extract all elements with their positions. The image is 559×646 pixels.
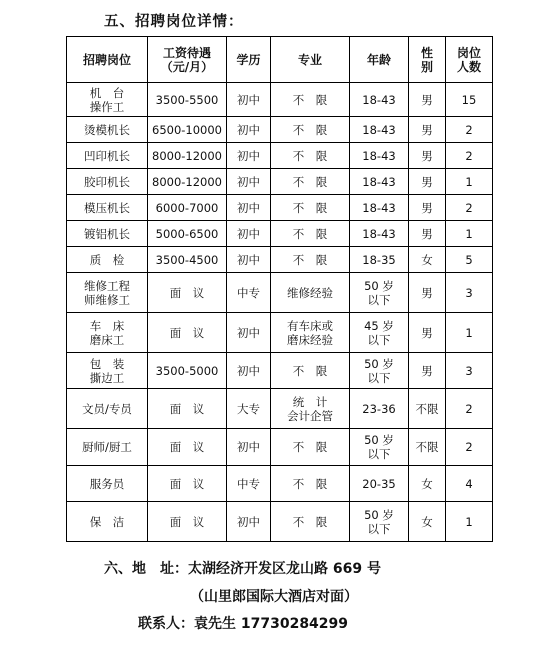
cell-education <box>227 169 271 195</box>
cell-education <box>227 273 271 313</box>
cell-age <box>350 143 409 169</box>
cell-age <box>350 429 409 466</box>
cell-age <box>350 502 409 542</box>
address-note: （山里郎国际大酒店对面） <box>190 589 358 605</box>
cell-count <box>446 466 493 502</box>
cell-count <box>446 169 493 195</box>
cell-count-text: 1 <box>465 174 473 189</box>
cell-education <box>227 143 271 169</box>
cell-position <box>67 273 148 313</box>
cell-count-text: 2 <box>465 122 473 137</box>
cell-gender <box>409 466 446 502</box>
cell-gender <box>409 273 446 313</box>
recruitment-table <box>66 36 493 542</box>
cell-education-text: 中专 <box>237 476 260 491</box>
cell-major <box>271 353 350 389</box>
cell-major <box>271 221 350 247</box>
cell-gender <box>409 117 446 143</box>
cell-position-text: 保 洁 <box>89 514 125 529</box>
cell-salary-text: 6000-7000 <box>155 200 219 215</box>
cell-count-text: 2 <box>465 148 473 163</box>
cell-gender <box>409 389 446 429</box>
cell-salary-text: 3500-5500 <box>155 92 219 107</box>
cell-major-text: 不 限 <box>292 174 328 189</box>
cell-count-text: 3 <box>465 285 473 300</box>
cell-salary-text: 面 议 <box>169 401 205 416</box>
table-row <box>67 389 493 429</box>
cell-age-text: 50 岁 以下 <box>364 356 394 385</box>
cell-gender <box>409 195 446 221</box>
table-row <box>67 221 493 247</box>
cell-position-text: 胶印机长 <box>84 174 130 189</box>
cell-position <box>67 313 148 353</box>
cell-gender <box>409 221 446 247</box>
cell-position <box>67 389 148 429</box>
cell-gender-text: 男 <box>421 285 433 300</box>
cell-age-text: 18-43 <box>362 226 396 241</box>
cell-age-text: 18-43 <box>362 92 396 107</box>
cell-position <box>67 117 148 143</box>
cell-position-text: 凹印机长 <box>84 148 130 163</box>
cell-education-text: 初中 <box>237 440 260 454</box>
cell-gender <box>409 353 446 389</box>
cell-salary-text: 8000-12000 <box>152 174 222 189</box>
cell-age-text: 18-35 <box>362 252 396 267</box>
cell-salary-text: 面 议 <box>169 514 205 529</box>
cell-salary <box>148 502 227 542</box>
cell-age <box>350 169 409 195</box>
cell-count <box>446 117 493 143</box>
cell-major-text: 不 限 <box>292 252 328 267</box>
cell-age <box>350 389 409 429</box>
cell-age-text: 23-36 <box>362 401 396 416</box>
cell-salary-text: 6500-10000 <box>152 122 222 137</box>
table-row <box>67 83 493 117</box>
cell-education <box>227 466 271 502</box>
header-education-label: 学历 <box>236 52 261 67</box>
cell-education-text: 中专 <box>237 285 260 300</box>
cell-major <box>271 117 350 143</box>
cell-gender <box>409 429 446 466</box>
cell-salary-text: 3500-4500 <box>155 252 219 267</box>
table-row <box>67 195 493 221</box>
cell-count-text: 1 <box>465 226 473 241</box>
cell-education-text: 初中 <box>237 226 260 241</box>
header-age-label: 年龄 <box>366 52 391 67</box>
cell-major <box>271 143 350 169</box>
header-salary-label: 工资待遇 （元/月） <box>160 45 214 74</box>
address-line: 六、地 址：太湖经济开发区龙山路 669 号 <box>104 561 381 577</box>
cell-education-text: 初中 <box>237 363 260 378</box>
cell-major-text: 不 限 <box>292 440 328 454</box>
cell-major-text: 不 限 <box>292 226 328 241</box>
cell-major <box>271 83 350 117</box>
cell-salary <box>148 429 227 466</box>
cell-major-text: 维修经验 <box>287 285 333 300</box>
cell-age-text: 18-43 <box>362 200 396 215</box>
cell-major-text: 统 计 会计企管 <box>287 394 333 423</box>
cell-major <box>271 169 350 195</box>
cell-age <box>350 247 409 273</box>
header-salary <box>148 37 227 83</box>
cell-age-text: 18-43 <box>362 122 396 137</box>
cell-salary-text: 面 议 <box>169 476 205 491</box>
cell-count <box>446 353 493 389</box>
cell-count-text: 1 <box>465 514 473 529</box>
cell-education <box>227 221 271 247</box>
cell-salary <box>148 247 227 273</box>
cell-education <box>227 195 271 221</box>
cell-count-text: 2 <box>465 200 473 215</box>
cell-age-text: 50 岁 以下 <box>364 507 394 536</box>
table-row <box>67 313 493 353</box>
cell-count-text: 2 <box>465 440 473 454</box>
cell-age <box>350 195 409 221</box>
cell-major <box>271 195 350 221</box>
cell-count <box>446 83 493 117</box>
cell-salary-text: 面 议 <box>169 285 205 300</box>
table-header-row <box>67 37 493 83</box>
cell-education-text: 大专 <box>237 401 260 416</box>
header-major <box>271 37 350 83</box>
cell-education-text: 初中 <box>237 252 260 267</box>
cell-salary <box>148 389 227 429</box>
cell-position-text: 文员/专员 <box>82 401 132 416</box>
cell-position-text: 包 装 撕边工 <box>89 356 125 385</box>
cell-education <box>227 117 271 143</box>
header-gender <box>409 37 446 83</box>
cell-education <box>227 502 271 542</box>
cell-salary-text: 3500-5000 <box>155 363 219 378</box>
cell-gender-text: 男 <box>421 148 433 163</box>
cell-major-text: 不 限 <box>292 200 328 215</box>
cell-education-text: 初中 <box>237 514 260 529</box>
header-count-label: 岗位 人数 <box>456 45 481 74</box>
header-count <box>446 37 493 83</box>
cell-gender-text: 女 <box>421 476 433 491</box>
cell-position <box>67 353 148 389</box>
cell-education-text: 初中 <box>237 122 260 137</box>
cell-education-text: 初中 <box>237 200 260 215</box>
cell-count <box>446 313 493 353</box>
cell-major-text: 有车床或 磨床经验 <box>287 318 333 347</box>
cell-count <box>446 389 493 429</box>
contact-line: 联系人：袁先生 17730284299 <box>138 616 349 632</box>
cell-position-text: 烫模机长 <box>84 122 130 137</box>
cell-salary <box>148 221 227 247</box>
cell-position-text: 维修工程 师维修工 <box>84 278 130 307</box>
cell-major <box>271 466 350 502</box>
cell-salary-text: 5000-6500 <box>155 226 219 241</box>
cell-gender <box>409 83 446 117</box>
cell-major-text: 不 限 <box>292 476 328 491</box>
table-row <box>67 273 493 313</box>
cell-count-text: 2 <box>465 401 473 416</box>
cell-education <box>227 389 271 429</box>
cell-salary <box>148 353 227 389</box>
cell-gender-text: 女 <box>421 252 433 267</box>
cell-position-text: 厨师/厨工 <box>82 440 132 454</box>
cell-major <box>271 273 350 313</box>
cell-salary-text: 8000-12000 <box>152 148 222 163</box>
table-row <box>67 169 493 195</box>
cell-salary-text: 面 议 <box>169 325 205 340</box>
cell-position-text: 模压机长 <box>84 200 130 215</box>
cell-position <box>67 143 148 169</box>
cell-gender-text: 男 <box>421 226 433 241</box>
cell-position-text: 服务员 <box>89 476 125 491</box>
cell-major <box>271 313 350 353</box>
header-position <box>67 37 148 83</box>
cell-position <box>67 502 148 542</box>
cell-gender-text: 男 <box>421 92 433 107</box>
cell-gender-text: 不限 <box>415 401 439 416</box>
cell-salary <box>148 466 227 502</box>
cell-count <box>446 221 493 247</box>
table-row <box>67 429 493 466</box>
cell-position-text: 镀铝机长 <box>84 226 130 241</box>
cell-position <box>67 221 148 247</box>
cell-count-text: 5 <box>465 252 473 267</box>
cell-education-text: 初中 <box>237 174 260 189</box>
header-major-label: 专业 <box>297 52 322 67</box>
cell-gender-text: 男 <box>421 325 433 340</box>
cell-gender <box>409 143 446 169</box>
cell-gender-text: 男 <box>421 363 433 378</box>
cell-age <box>350 83 409 117</box>
cell-salary-text: 面 议 <box>169 440 205 454</box>
cell-major <box>271 502 350 542</box>
cell-age-text: 18-43 <box>362 148 396 163</box>
section-5-title: 五、招聘岗位详情： <box>104 14 244 30</box>
cell-salary <box>148 83 227 117</box>
cell-age-text: 50 岁 以下 <box>364 278 394 307</box>
table-row <box>67 247 493 273</box>
cell-age-text: 18-43 <box>362 174 396 189</box>
cell-position <box>67 466 148 502</box>
cell-gender-text: 不限 <box>415 440 439 454</box>
cell-age <box>350 221 409 247</box>
cell-major <box>271 389 350 429</box>
cell-gender <box>409 169 446 195</box>
table-row <box>67 143 493 169</box>
cell-education <box>227 429 271 466</box>
cell-major-text: 不 限 <box>292 92 328 107</box>
cell-count-text: 3 <box>465 363 473 378</box>
cell-position-text: 车 床 磨床工 <box>89 318 125 347</box>
cell-count <box>446 502 493 542</box>
cell-gender <box>409 502 446 542</box>
cell-count <box>446 429 493 466</box>
cell-age <box>350 117 409 143</box>
cell-major <box>271 429 350 466</box>
cell-education <box>227 353 271 389</box>
header-gender-label: 性 别 <box>420 45 433 74</box>
table-row <box>67 466 493 502</box>
header-position-label: 招聘岗位 <box>82 52 131 67</box>
cell-count <box>446 247 493 273</box>
cell-position <box>67 195 148 221</box>
header-age <box>350 37 409 83</box>
cell-count <box>446 195 493 221</box>
cell-position <box>67 429 148 466</box>
cell-salary <box>148 117 227 143</box>
table-row <box>67 353 493 389</box>
cell-education <box>227 247 271 273</box>
cell-education-text: 初中 <box>237 325 260 340</box>
cell-salary <box>148 273 227 313</box>
cell-major-text: 不 限 <box>292 363 328 378</box>
table-body <box>67 83 493 542</box>
cell-count-text: 4 <box>465 476 473 491</box>
table-row <box>67 117 493 143</box>
cell-gender <box>409 247 446 273</box>
cell-gender-text: 男 <box>421 174 433 189</box>
cell-education <box>227 313 271 353</box>
header-education <box>227 37 271 83</box>
cell-count-text: 15 <box>461 92 477 107</box>
cell-salary <box>148 169 227 195</box>
cell-major-text: 不 限 <box>292 122 328 137</box>
cell-major-text: 不 限 <box>292 514 328 529</box>
cell-gender-text: 女 <box>421 514 433 529</box>
cell-position <box>67 169 148 195</box>
cell-major <box>271 247 350 273</box>
cell-age <box>350 273 409 313</box>
cell-position <box>67 83 148 117</box>
cell-count-text: 1 <box>465 325 473 340</box>
cell-gender <box>409 313 446 353</box>
cell-age <box>350 353 409 389</box>
cell-major-text: 不 限 <box>292 148 328 163</box>
cell-position-text: 质 检 <box>89 252 125 267</box>
cell-gender-text: 男 <box>421 200 433 215</box>
cell-age <box>350 313 409 353</box>
cell-salary <box>148 143 227 169</box>
cell-position-text: 机 台 操作工 <box>89 85 125 114</box>
cell-position <box>67 247 148 273</box>
cell-age-text: 20-35 <box>362 476 396 491</box>
cell-age-text: 45 岁 以下 <box>364 318 394 347</box>
table-row <box>67 502 493 542</box>
cell-salary <box>148 313 227 353</box>
cell-education-text: 初中 <box>237 148 260 163</box>
cell-education-text: 初中 <box>237 92 260 107</box>
cell-salary <box>148 195 227 221</box>
cell-gender-text: 男 <box>421 122 433 137</box>
cell-education <box>227 83 271 117</box>
cell-age-text: 50 岁 以下 <box>364 433 394 461</box>
cell-count <box>446 273 493 313</box>
cell-age <box>350 466 409 502</box>
cell-count <box>446 143 493 169</box>
